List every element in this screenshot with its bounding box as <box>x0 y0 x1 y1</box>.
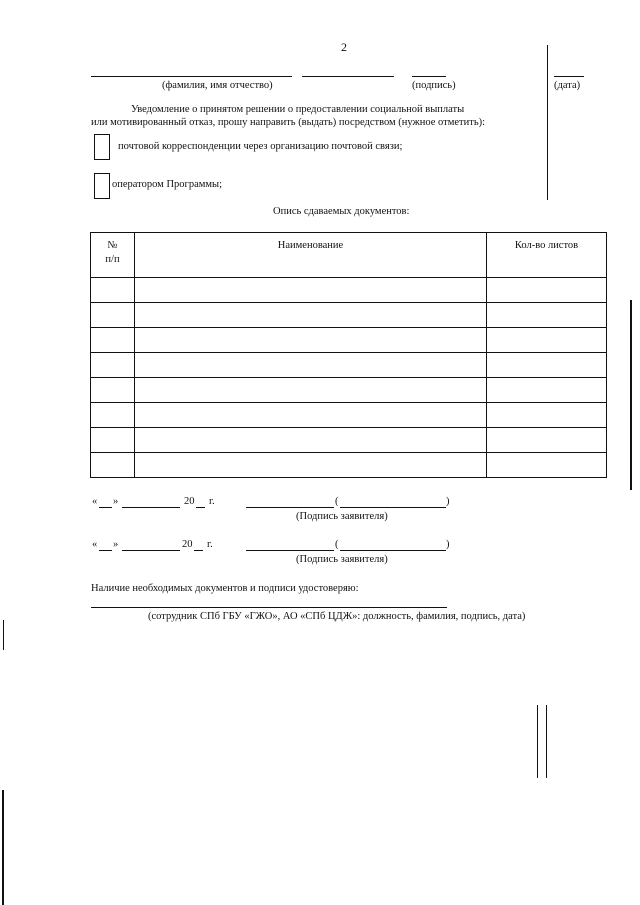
verification-line[interactable] <box>91 607 447 608</box>
paren-open-1: ( <box>335 496 339 507</box>
paren-open-2: ( <box>335 539 339 550</box>
notice-line-1: Уведомление о принятом решении о предоставлении социальной выплаты <box>131 104 465 115</box>
col-header-sheets: Кол-во листов <box>487 233 607 278</box>
verification-caption: (сотрудник СПб ГБУ «ГЖО», АО «СПб ЦДЖ»: должность, фамилия, подпись, дата) <box>148 611 526 622</box>
applicant-signature-line-2[interactable] <box>246 550 334 551</box>
applicant-caption-1: (Подпись заявителя) <box>296 511 388 522</box>
page-number: 2 <box>341 40 347 54</box>
year-line-1[interactable] <box>196 507 205 508</box>
cell-number[interactable] <box>91 278 135 303</box>
table-row <box>91 378 607 403</box>
col-header-name: Наименование <box>135 233 487 278</box>
cell-sheets[interactable] <box>487 353 607 378</box>
cell-name[interactable] <box>135 428 487 453</box>
paren-close-1: ) <box>446 496 450 507</box>
cell-number[interactable] <box>91 303 135 328</box>
cell-number[interactable] <box>91 328 135 353</box>
cell-sheets[interactable] <box>487 278 607 303</box>
fio-caption: (фамилия, имя отчество) <box>162 80 273 91</box>
scan-mark-1 <box>537 705 538 778</box>
cell-number[interactable] <box>91 353 135 378</box>
cell-name[interactable] <box>135 353 487 378</box>
paren-close-2: ) <box>446 539 450 550</box>
scan-edge-left-bottom <box>2 790 4 905</box>
date-close-quote-2: » <box>113 539 119 550</box>
cell-name[interactable] <box>135 303 487 328</box>
scan-mark-2 <box>546 705 547 778</box>
signature-line <box>412 76 446 77</box>
applicant-caption-2: (Подпись заявителя) <box>296 554 388 565</box>
table-row <box>91 403 607 428</box>
option-operator-label: оператором Программы; <box>112 179 222 190</box>
cell-sheets[interactable] <box>487 378 607 403</box>
table-row <box>91 428 607 453</box>
applicant-signature-line-1[interactable] <box>246 507 334 508</box>
date-caption: (дата) <box>554 80 581 91</box>
cell-name[interactable] <box>135 328 487 353</box>
cell-number[interactable] <box>91 428 135 453</box>
cell-number[interactable] <box>91 403 135 428</box>
signature-caption: (подпись) <box>412 80 456 91</box>
day-line-1[interactable] <box>99 507 112 508</box>
col-header-number <box>91 233 135 278</box>
table-row <box>91 453 607 478</box>
applicant-name-line-2[interactable] <box>340 550 446 551</box>
date-line <box>554 76 584 77</box>
inventory-header-row <box>91 233 607 278</box>
year-line-2[interactable] <box>194 550 203 551</box>
month-line-1[interactable] <box>122 507 180 508</box>
date-close-quote-1: » <box>113 496 119 507</box>
inventory-title: Опись сдаваемых документов: <box>273 206 410 217</box>
cell-sheets[interactable] <box>487 403 607 428</box>
option-post-label: почтовой корреспонденции через организацию почтовой связи; <box>118 141 403 152</box>
year-suffix-2: г. <box>207 539 213 550</box>
day-line-2[interactable] <box>99 550 112 551</box>
fio-line <box>91 76 292 77</box>
col-header-number-line1: № <box>107 240 118 251</box>
table-row <box>91 328 607 353</box>
right-margin-rule <box>547 45 548 200</box>
cell-name[interactable] <box>135 278 487 303</box>
scan-edge-left-top <box>3 620 4 650</box>
year-prefix-2: 20 <box>182 539 193 550</box>
signature-line-blank <box>302 76 394 77</box>
scan-edge-right <box>630 300 632 490</box>
col-header-number-line2: п/п <box>105 254 120 265</box>
cell-sheets[interactable] <box>487 303 607 328</box>
table-row <box>91 303 607 328</box>
cell-number[interactable] <box>91 378 135 403</box>
cell-name[interactable] <box>135 378 487 403</box>
table-row <box>91 278 607 303</box>
date-open-quote-1: « <box>92 496 98 507</box>
year-suffix-1: г. <box>209 496 215 507</box>
option-post-checkbox[interactable] <box>94 134 110 160</box>
inventory-table <box>90 232 607 478</box>
verification-text: Наличие необходимых документов и подписи удостоверяю: <box>91 583 359 594</box>
cell-number[interactable] <box>91 453 135 478</box>
month-line-2[interactable] <box>122 550 180 551</box>
cell-sheets[interactable] <box>487 428 607 453</box>
cell-name[interactable] <box>135 403 487 428</box>
notice-line-2: или мотивированный отказ, прошу направить (выдать) посредством (нужное отметить): <box>91 117 486 128</box>
cell-sheets[interactable] <box>487 328 607 353</box>
date-open-quote-2: « <box>92 539 98 550</box>
applicant-name-line-1[interactable] <box>340 507 446 508</box>
cell-sheets[interactable] <box>487 453 607 478</box>
table-row <box>91 353 607 378</box>
option-operator-checkbox[interactable] <box>94 173 110 199</box>
year-prefix-1: 20 <box>184 496 195 507</box>
cell-name[interactable] <box>135 453 487 478</box>
